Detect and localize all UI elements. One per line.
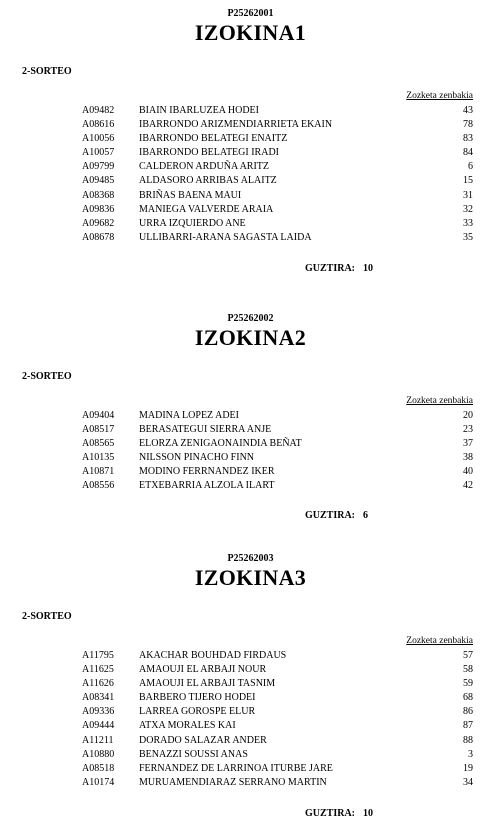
group-code: P25262003: [227, 553, 274, 564]
participant-id: A08678: [82, 231, 115, 243]
participant-name: IBARRONDO BELATEGI ENAITZ: [139, 133, 288, 145]
total-value: 10: [363, 808, 374, 819]
participant-name: MADINA LOPEZ ADEI: [139, 410, 239, 421]
draw-number: 38: [463, 452, 473, 464]
draw-number: 35: [463, 231, 473, 243]
table-row: [0, 776, 501, 790]
participant-id: A10880: [82, 748, 115, 760]
participant-name: AMAOUJI EL ARBAJI NOUR: [139, 664, 267, 676]
column-header: Zozketa zenbakia: [406, 396, 473, 406]
group-code: P25262002: [227, 313, 274, 324]
total-label: GUZTIRA:: [305, 808, 356, 819]
draw-number: 42: [463, 480, 473, 492]
table-row: [0, 677, 501, 691]
column-header: Zozketa zenbakia: [406, 91, 473, 101]
participant-name: ETXEBARRIA ALZOLA ILART: [139, 480, 275, 492]
participant-id: A08368: [82, 189, 115, 201]
participant-name: LARREA GOROSPE ELUR: [139, 706, 256, 718]
draw-number: 34: [463, 776, 473, 788]
draw-number: 57: [463, 650, 473, 661]
table-row: [0, 762, 501, 776]
group-code: P25262001: [227, 8, 274, 19]
participant-id: A09682: [82, 217, 115, 229]
total-label: GUZTIRA:: [305, 263, 356, 274]
participant-name: NILSSON PINACHO FINN: [139, 452, 255, 464]
participant-id: A09799: [82, 161, 115, 173]
participant-id: A09404: [82, 410, 115, 421]
draw-number: 31: [463, 189, 473, 201]
draw-number: 15: [463, 175, 473, 187]
table-row: [0, 748, 501, 762]
table-row: [0, 203, 501, 217]
table-row: [0, 104, 501, 118]
participant-id: A08616: [82, 119, 115, 131]
participant-name: AMAOUJI EL ARBAJI TASNIM: [139, 678, 276, 690]
participant-id: A10135: [82, 452, 115, 464]
draw-number: 33: [463, 217, 473, 229]
table-row: [0, 132, 501, 146]
participant-list: [0, 649, 501, 790]
participant-list: [0, 409, 501, 494]
group-title: IZOKINA1: [194, 20, 307, 45]
participant-list: [0, 104, 501, 245]
participant-name: BARBERO TIJERO HODEI: [139, 692, 256, 704]
sorteo-label: 2-SORTEO: [22, 371, 72, 382]
table-row: [0, 479, 501, 493]
table-row: [0, 217, 501, 231]
group-izokina1: [0, 8, 501, 278]
participant-name: FERNANDEZ DE LARRINOA ITURBE JARE: [139, 762, 333, 774]
draw-number: 6: [468, 161, 473, 173]
participant-id: A10174: [82, 776, 115, 788]
table-row: [0, 174, 501, 188]
group-izokina3: [0, 553, 501, 833]
column-header: Zozketa zenbakia: [406, 636, 473, 646]
total-label: GUZTIRA:: [305, 510, 356, 521]
participant-id: A08341: [82, 692, 115, 704]
draw-number: 78: [463, 119, 473, 131]
draw-number: 20: [463, 410, 473, 421]
group-title: IZOKINA2: [194, 325, 307, 350]
participant-name: BENAZZI SOUSSI ANAS: [139, 748, 248, 760]
group-izokina2: [0, 313, 501, 533]
table-row: [0, 118, 501, 132]
table-row: [0, 663, 501, 677]
participant-name: AKACHAR BOUHDAD FIRDAUS: [139, 650, 287, 661]
participant-name: BRIÑAS BAENA MAUI: [139, 189, 242, 201]
participant-id: A09485: [82, 175, 115, 187]
participant-name: MODINO FERRNANDEZ IKER: [139, 466, 275, 478]
participant-id: A11211: [82, 734, 114, 746]
participant-id: A10056: [82, 133, 115, 145]
table-row: [0, 451, 501, 465]
table-row: [0, 160, 501, 174]
group-title: IZOKINA3: [194, 565, 307, 590]
draw-number: 23: [463, 424, 473, 436]
draw-number: 40: [463, 466, 473, 478]
participant-name: MURUAMENDIARAZ SERRANO MARTIN: [139, 776, 327, 788]
participant-name: IBARRONDO ARIZMENDIARRIETA EKAIN: [139, 119, 333, 131]
table-row: [0, 437, 501, 451]
participant-id: A09836: [82, 203, 115, 215]
total-line: [305, 263, 373, 274]
table-row: [0, 189, 501, 203]
participant-id: A08517: [82, 424, 115, 436]
draw-number: 32: [463, 203, 473, 215]
participant-name: ATXA MORALES KAI: [139, 720, 236, 732]
table-row: [0, 649, 501, 663]
total-value: 6: [363, 510, 369, 521]
participant-id: A11626: [82, 678, 114, 690]
participant-id: A08518: [82, 762, 115, 774]
draw-number: 37: [463, 438, 473, 450]
table-row: [0, 465, 501, 479]
draw-number: 88: [463, 734, 473, 746]
draw-number: 86: [463, 706, 473, 718]
table-row: [0, 231, 501, 245]
draw-number: 59: [463, 678, 473, 690]
table-row: [0, 691, 501, 705]
draw-number: 83: [463, 133, 473, 145]
participant-name: IBARRONDO BELATEGI IRADI: [139, 147, 279, 159]
draw-number: 87: [463, 720, 473, 732]
total-value: 10: [363, 263, 374, 274]
total-line: [305, 510, 368, 521]
participant-name: BIAIN IBARLUZEA HODEI: [139, 105, 259, 116]
table-row: [0, 409, 501, 423]
draw-number: 84: [463, 147, 473, 159]
table-row: [0, 734, 501, 748]
participant-name: ALDASORO ARRIBAS ALAITZ: [139, 175, 277, 187]
sorteo-label: 2-SORTEO: [22, 611, 72, 622]
participant-name: ELORZA ZENIGAONAINDIA BEÑAT: [139, 438, 302, 450]
table-row: [0, 423, 501, 437]
total-line: [305, 808, 373, 819]
participant-id: A09482: [82, 105, 115, 116]
participant-id: A08556: [82, 480, 115, 492]
draw-number: 68: [463, 692, 473, 704]
participant-id: A10057: [82, 147, 115, 159]
participant-id: A11625: [82, 664, 114, 676]
draw-number: 43: [463, 105, 473, 116]
table-row: [0, 719, 501, 733]
participant-name: CALDERON ARDUÑA ARITZ: [139, 161, 270, 173]
sorteo-label: 2-SORTEO: [22, 66, 72, 77]
draw-number: 58: [463, 664, 473, 676]
participant-name: BERASATEGUI SIERRA ANJE: [139, 424, 272, 436]
draw-number: 19: [463, 762, 473, 774]
participant-name: MANIEGA VALVERDE ARAIA: [139, 203, 274, 215]
participant-name: ULLIBARRI-ARANA SAGASTA LAIDA: [139, 231, 312, 243]
participant-id: A08565: [82, 438, 115, 450]
table-row: [0, 146, 501, 160]
participant-name: DORADO SALAZAR ANDER: [139, 734, 267, 746]
participant-name: URRA IZQUIERDO ANE: [139, 217, 246, 229]
participant-id: A09336: [82, 706, 115, 718]
participant-id: A10871: [82, 466, 115, 478]
participant-id: A11795: [82, 650, 114, 661]
draw-number: 3: [468, 748, 473, 760]
table-row: [0, 705, 501, 719]
participant-id: A09444: [82, 720, 115, 732]
